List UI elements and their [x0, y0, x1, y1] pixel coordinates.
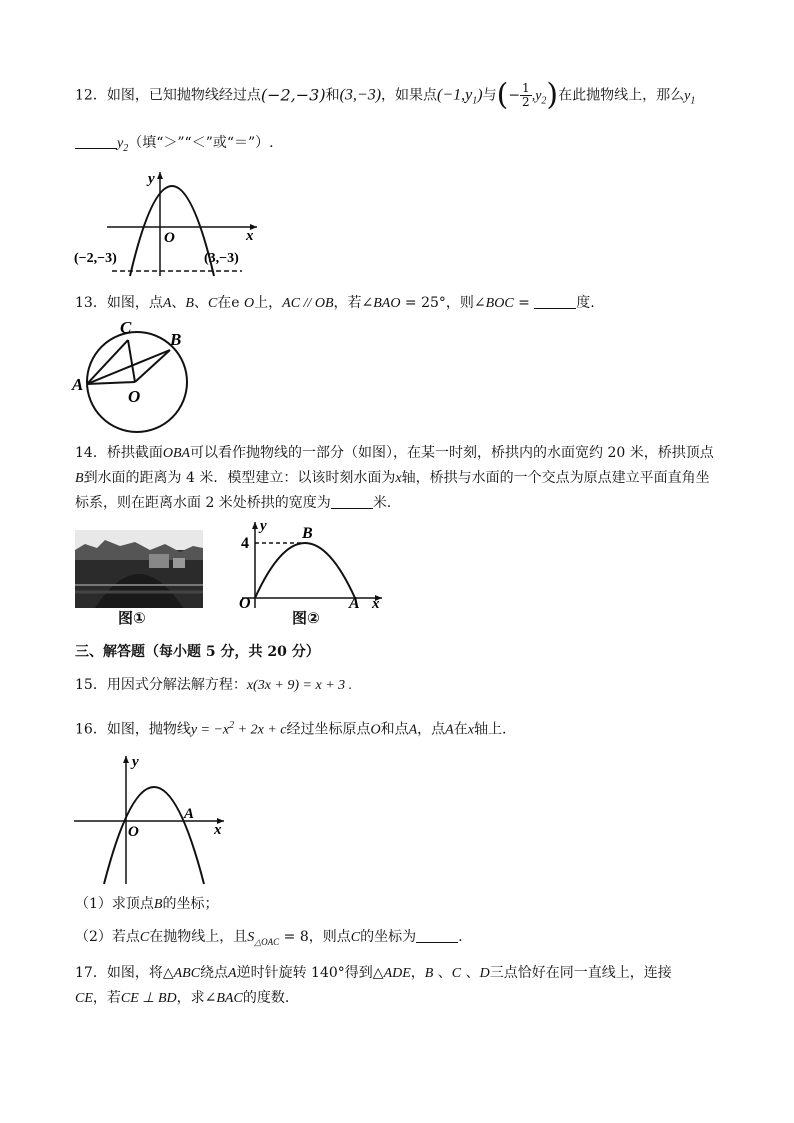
q13-line-ob	[135, 350, 170, 382]
q16-p2-text-e: 的坐标为	[360, 929, 417, 945]
q14-caption-2: 图②	[292, 609, 320, 627]
q12-point-3-end: )	[477, 86, 483, 104]
q16-part1	[75, 894, 218, 915]
q14-b: B	[75, 471, 84, 486]
q13-unit: 度.	[576, 295, 595, 311]
q16-answer-blank[interactable]	[416, 928, 458, 943]
q14-line3	[75, 493, 391, 513]
q13-b: B	[185, 296, 194, 311]
q17-sep: 、	[461, 965, 480, 981]
q12-point-2: (3,−3)	[339, 86, 382, 104]
q14-caption-1: 图①	[118, 609, 146, 627]
q13-label-a: A	[72, 375, 84, 394]
q12-point-3-sub: 1	[472, 95, 478, 107]
q12-y-arrow-icon	[157, 172, 163, 179]
q14-oba: OBA	[162, 446, 191, 461]
q17-line2	[75, 988, 289, 1009]
q12-line2	[75, 133, 274, 159]
q13-line-ab	[87, 350, 170, 384]
section-3-title: 三、解答题（每小题 5 分，共 20 分）	[75, 644, 320, 660]
q12-point-1: (−2,−3)	[260, 85, 326, 105]
q13-sep: 、	[171, 295, 186, 311]
q13-eq: =	[513, 295, 535, 311]
q16-text-c: 和点	[380, 721, 409, 738]
q12-label-o: O	[164, 230, 175, 246]
q17-text-b: 绕点	[200, 965, 229, 981]
q13-text: 13．如图，点	[75, 295, 163, 311]
q14-label-b: B	[302, 525, 313, 542]
q16-p2-end: .	[458, 929, 463, 945]
q16-label-a: A	[184, 806, 195, 822]
q15-line	[75, 675, 352, 696]
q14-text-f: 米.	[372, 495, 392, 511]
q17-text-a: 17．如图，将△	[75, 965, 174, 981]
q16-label-y: y	[132, 754, 139, 770]
q16-o: O	[370, 722, 381, 738]
q16-p2-c: C	[139, 930, 150, 945]
q12-point-4-y: ,y	[531, 88, 542, 104]
q14-y-arrow-icon	[252, 522, 258, 529]
q12-fraction-num: 1	[522, 81, 530, 95]
q17-sep: 、	[433, 965, 452, 981]
q16-p2-text-a: （2）若点	[75, 929, 140, 945]
q12-with: 与	[482, 87, 497, 104]
q17-perp: CE ⊥ BD	[120, 991, 177, 1006]
q17-b: B	[424, 966, 434, 981]
q13-on: 在	[217, 295, 232, 311]
q12-y1-sub: 1	[690, 95, 696, 107]
q14-text-d: 轴，桥拱与水面的一个交点为原点建立平面直角坐	[401, 470, 710, 486]
q16-x: x	[467, 722, 474, 738]
q12-answer-blank[interactable]	[75, 134, 117, 149]
q17-bac: BAC	[216, 991, 243, 1006]
q14-label-x: x	[372, 596, 380, 610]
q13-label-b: B	[170, 330, 182, 349]
q16-text-a: 16．如图，抛物线	[75, 721, 191, 738]
q15-text: 15．用因式分解法解方程：	[75, 677, 247, 693]
q12-y2-sub: 2	[123, 142, 129, 154]
q12-label-right-point: (3,−3)	[204, 251, 239, 266]
q13-label-o: O	[128, 387, 141, 406]
q17-a: A	[228, 966, 237, 981]
q13-sep: 、	[193, 295, 208, 311]
q17-text-c: 逆时针旋转 140°得到△	[236, 965, 384, 981]
q12-point-4-sub: 2	[541, 95, 547, 107]
q16-label-x: x	[214, 822, 222, 838]
q17-ade: ADE	[383, 966, 411, 981]
q12-label-x: x	[246, 228, 254, 244]
q12-and: 和	[325, 87, 340, 104]
q14-x: x	[395, 471, 402, 486]
q12-text-b: ，如果点	[381, 87, 438, 104]
q12-y1: y	[684, 88, 691, 104]
q16-text-e: 在	[453, 721, 468, 738]
q16-line	[75, 716, 506, 741]
q16-p2-text-d: ，则点	[308, 929, 351, 945]
q17-d: D	[479, 966, 490, 981]
q17-ce: CE	[75, 991, 93, 1006]
q16-p2-s: S	[247, 930, 255, 945]
q14-line2	[75, 468, 710, 489]
q13-cond: ，若∠	[333, 295, 374, 311]
q13-parallel: AC // OB	[282, 296, 334, 311]
q12-fraction	[520, 82, 532, 109]
q16-p2-eq: = 8	[279, 929, 309, 945]
q14-label-y: y	[260, 518, 267, 534]
q17-text-g: ，求∠	[176, 990, 217, 1006]
q12-text-d: （填“＞”“＜”或“＝”）.	[128, 135, 274, 151]
q17-text-d: ，	[410, 965, 425, 981]
q12-text-c: 在此抛物线上，那么	[558, 87, 685, 104]
q13-circle-figure	[70, 318, 190, 438]
q13-on2: 上，	[254, 295, 283, 311]
q16-formula-sup: 2	[229, 720, 235, 731]
q13-line-co	[128, 340, 135, 382]
q16-text-d: ，点	[417, 721, 446, 738]
q17-c: C	[451, 966, 462, 981]
q14-text-b: 可以看作抛物线的一部分（如图），在某一时刻，桥拱内的水面宽约 20 米，桥拱顶点	[190, 445, 714, 461]
q14-bridge-photo	[75, 530, 203, 608]
q14-label-o: O	[239, 595, 251, 610]
q13-a: A	[162, 296, 172, 311]
q14-label-a: A	[349, 595, 360, 610]
q14-text-e: 标系，则在距离水面 2 米处桥拱的宽度为	[75, 495, 331, 511]
q16-text-f: 轴上.	[473, 721, 507, 738]
q12-label-y: y	[148, 171, 155, 187]
q16-p1-b: B	[153, 897, 163, 912]
q12-point-3: (−1,y	[437, 86, 473, 104]
q14-line1	[75, 443, 714, 464]
q16-a2: A	[445, 722, 454, 738]
q13-bao: BAO	[373, 296, 401, 311]
q16-formula-b: + 2x + c	[234, 722, 287, 738]
q12-parabola-figure	[72, 168, 257, 278]
q13-line-ac	[87, 340, 128, 384]
q13-answer-blank[interactable]	[534, 294, 576, 309]
q17-text-h: 的度数.	[242, 990, 290, 1006]
q15-equation: x(3x + 9) = x + 3 .	[246, 678, 353, 693]
q16-p1-text-a: （1）求顶点	[75, 896, 154, 912]
q16-text-b: 经过坐标原点	[286, 721, 371, 738]
q13-label-c: C	[120, 318, 132, 337]
q13-eq25: = 25°，则∠	[400, 295, 486, 311]
q16-parabola	[104, 787, 204, 884]
q16-p2-text-b: 在抛物线上，且	[149, 929, 248, 945]
q17-line1	[75, 963, 672, 984]
q14-text-c: 到水面的距离为 4 米．模型建立：以该时刻水面为	[83, 470, 396, 486]
q16-formula-a: y = −x	[190, 722, 230, 738]
q13-line-ao	[87, 382, 135, 384]
q12-label-left-point: (−2,−3)	[74, 251, 117, 266]
q13-o: O	[244, 296, 255, 311]
q14-arch-figure	[232, 518, 382, 610]
q12-y2: y	[117, 136, 124, 151]
q16-p2-sub: △OAC	[254, 936, 280, 947]
q16-part2	[75, 927, 463, 952]
q16-a: A	[408, 722, 418, 738]
q17-abc: ABC	[173, 966, 201, 981]
q16-label-o: O	[128, 824, 139, 840]
q13-circle-symbol: e	[231, 295, 240, 311]
q14-label-4: 4	[241, 535, 249, 552]
q14-text-a: 14．桥拱截面	[75, 445, 163, 461]
q14-arch	[255, 543, 355, 598]
q14-answer-blank[interactable]	[331, 494, 373, 509]
q17-text-e: 三点恰好在同一直线上，连接	[489, 965, 672, 981]
q12-line1: 12．如图，已知抛物线经过点(−2,−3)和(3,−3)，如果点$(-1,y_1)$与(− $\frac{1}{2}$ $,y_2$)在此抛物线上，那么$y_1$	[75, 77, 696, 113]
q16-p1-text-c: 的坐标；	[162, 896, 219, 912]
q16-parabola-figure	[72, 752, 232, 887]
q16-y-arrow-icon	[123, 756, 129, 763]
q12-text: 12．如图，已知抛物线经过点	[75, 87, 261, 104]
q13-boc: BOC	[485, 296, 514, 311]
q13-line	[75, 293, 595, 314]
q13-c: C	[207, 296, 218, 311]
q17-text-f: ，若	[92, 990, 121, 1006]
q12-point-4-minus: −	[508, 87, 521, 104]
q16-p2-c2: C	[350, 930, 361, 945]
q12-fraction-den: 2	[522, 95, 530, 109]
